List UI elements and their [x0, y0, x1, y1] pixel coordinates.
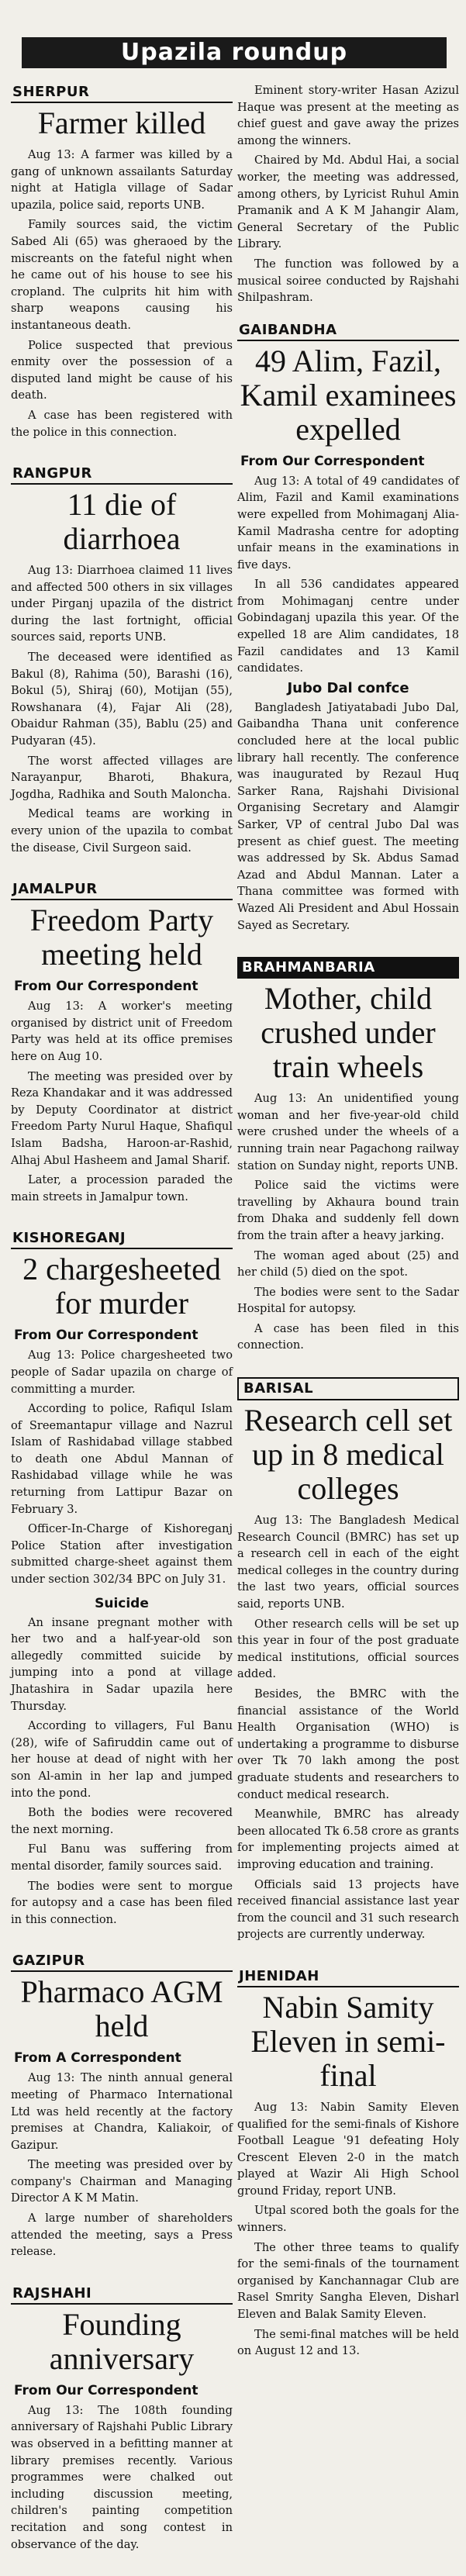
story-paragraph: Officer-In-Charge of Kishoreganj Police Station after investigation submitted charge-sheet against them under section 302/34 BPC on July 31.	[11, 1522, 233, 1587]
story-rajshahi	[11, 2284, 233, 2553]
story-paragraph: Family sources said, the victim Sabed Ali (65) was gheraoed by the miscreants on the fateful night when he came out of his house to see his cropland. The culprits hit him with sharp weapons causing his instantaneous death.	[11, 218, 233, 332]
story-paragraph: The function was followed by a musical soiree conducted by Rajshahi Shilpashram.	[237, 257, 459, 305]
story-paragraph: The meeting was presided over by Reza Khandakar and it was addressed by Deputy Coordinator at district Freedom Party Nurul Haque, Shafiqul Islam Badsha, Haroon-ar-Rashid, Alhaj Abul Hasheem and Jamal Sharif.	[11, 1069, 233, 1167]
page-title: Upazila roundup	[22, 37, 447, 68]
story-paragraph: Aug 13: The Bangladesh Medical Research Council (BMRC) has set up a research cell in each of the eight medical colleges in the country during the last two years, official sources said, reports UNB.	[237, 1514, 459, 1611]
byline: From Our Correspondent	[14, 1328, 198, 1344]
story-headline: Research cell set up in 8 medical colleges	[243, 1403, 453, 1507]
story-paragraph: Aug 13: Police chargesheeted two people of Sadar upazila on charge of committing a murder.	[11, 1348, 233, 1396]
story-headline: 2 chargesheeted for murder	[22, 1252, 221, 1321]
dateline-tag: JHENIDAH	[237, 1967, 459, 1987]
sub-headline: Suicide	[95, 1595, 149, 1611]
dateline-tag: BRAHMANBARIA	[237, 957, 459, 979]
story-paragraph: According to villagers, Ful Banu (28), wife of Safiruddin came out of her house at dead of night with her son Al-amin in her lap and jumped into the pond.	[11, 1719, 233, 1800]
story-paragraph: Utpal scored both the goals for the winners.	[237, 2204, 459, 2235]
story-paragraph: The meeting was presided over by company's Chairman and Managing Director A K M Matin.	[11, 2158, 233, 2205]
story-paragraph: Aug 13: The ninth annual general meeting of Pharmaco International Ltd was held recently at the factory premises at Chandra, Kaliakoir, of Gazipur.	[11, 2071, 233, 2152]
story-gazipur	[11, 1951, 233, 2260]
story-paragraph: Both the bodies were recovered the next morning.	[11, 1806, 233, 1836]
dateline-tag: KISHOREGANJ	[11, 1228, 233, 1249]
story-headline: 11 die of diarrhoea	[63, 487, 181, 557]
byline: From A Correspondent	[14, 2050, 181, 2067]
story-paragraph: The semi-final matches will be held on August 12 and 13.	[237, 2327, 459, 2358]
story-paragraph: Chaired by Md. Abdul Hai, a social worker, the meeting was addressed, among others, by Lyricist Ruhul Amin Pramanik and A K M Jahangir Alam, General Secretary of the Public Library.	[237, 154, 459, 251]
story-paragraph: Aug 13: A worker's meeting organised by district unit of Freedom Party was held at its office premises here on Aug 10.	[11, 1000, 233, 1063]
story-paragraph: Later, a procession paraded the main streets in Jamalpur town.	[11, 1173, 233, 1203]
story-paragraph: A large number of shareholders attended the meeting, says a Press release.	[11, 2212, 233, 2259]
story-sherpur	[11, 82, 233, 440]
story-paragraph: Officials said 13 projects have received financial assistance last year from the council and 31 such research projects are currently underway.	[237, 1877, 459, 1942]
story-paragraph: The bodies were sent to morgue for autopsy and a case has been filed in this connection.	[11, 1879, 233, 1926]
story-paragraph: Other research cells will be set up this year in four of the post graduate medical institutions, official sources added.	[237, 1617, 459, 1681]
sub-headline: Jubo Dal confce	[287, 679, 409, 696]
story-paragraph: Medical teams are working in every union of the upazila to combat the disease, Civil Surgeon said.	[11, 807, 233, 855]
story-paragraph: The bodies were sent to the Sadar Hospital for autopsy.	[237, 1285, 459, 1316]
story-headline: Farmer killed	[37, 105, 206, 140]
story-paragraph: The deceased were identified as Bakul (8), Rahima (50), Barashi (16), Bokul (5), Shiraj (60), Motijan (55), Rowshanara (4), Fajar Ali (28), Obaidur Rahman (35), Bablu (25) and Pudyaran (45).	[11, 651, 233, 748]
story-headline: Nabin Samity Eleven in semi-final	[250, 1989, 446, 2093]
story-paragraph: Bangladesh Jatiyatabadi Jubo Dal, Gaibandha Thana unit conference concluded here at the local public library hall recently. The conference was inaugurated by Rezaul Huq Sarker Rana, Rajshahi Divisional Organising Secretary and Alamgir Sarker, VP of central Jubo Dal was present as chief guest. The meeting was addressed by Sk. Abdus Samad Azad and Abdul Mannan. Later a Thana committee was formed with Wazed Ali President and Abul Hossain Sayed as Secretary.	[237, 700, 459, 932]
story-rajshahi-continued	[237, 82, 459, 306]
dateline-tag: JAMALPUR	[11, 879, 233, 900]
dateline-tag: GAZIPUR	[11, 1951, 233, 1972]
byline: From Our Correspondent	[240, 453, 425, 469]
story-paragraph: Aug 13: A farmer was killed by a gang of unknown assailants Saturday night at Hatigla village of Sadar upazila, police said, reports UNB.	[11, 148, 233, 212]
byline: From Our Correspondent	[14, 2382, 198, 2398]
dateline-tag: SHERPUR	[11, 82, 233, 103]
story-jhenidah	[237, 1967, 459, 2360]
right-column	[237, 82, 459, 2383]
dateline-tag: RAJSHAHI	[11, 2284, 233, 2305]
story-paragraph: Aug 13: The 108th founding anniversary of Rajshahi Public Library was observed in a befitting manner at library premises recently. Various programmes were chalked out including discussion meeting, children's painting competition recitation and song contest in observance of the day.	[11, 2403, 233, 2551]
story-rangpur	[11, 464, 233, 856]
story-paragraph: Aug 13: An unidentified young woman and her five-year-old child were crushed under the wheels of a running train near Pagachong railway station on Sunday night, reports UNB.	[237, 1092, 459, 1172]
story-paragraph: According to police, Rafiqul Islam of Sreemantapur village and Nazrul Islam of Rashidabad village stabbed to death one Abdul Mannan of Rashidabad village while he was returning from Lattipur Bazar on February 3.	[11, 1402, 233, 1516]
story-headline: Freedom Party meeting held	[29, 903, 214, 972]
story-barisal	[237, 1377, 459, 1943]
story-headline: Mother, child crushed under train wheels	[261, 981, 436, 1085]
story-paragraph: In all 536 candidates appeared from Mohimaganj centre under Gobindaganj upazila this year. Of the expelled 18 are Alim candidates, 18 Fazil candidates and 13 Kamil candidates.	[237, 578, 459, 675]
story-paragraph: Aug 13: Nabin Samity Eleven qualified for the semi-finals of Kishore Football League '91 defeating Holy Crescent Eleven 2-0 in the match played at Wazir Ali High School ground Friday, report UNB.	[237, 2100, 459, 2198]
story-paragraph: Eminent story-writer Hasan Azizul Haque was present at the meeting as chief guest and gave away the prizes among the winners.	[237, 84, 459, 147]
story-headline: 49 Alim, Fazil, Kamil examinees expelled	[240, 343, 457, 447]
story-paragraph: Besides, the BMRC with the financial assistance of the World Health Organisation (WHO) is undertaking a programme to disburse over Tk 70 lakh among the post graduate students and researchers to conduct medical research.	[237, 1687, 459, 1801]
dateline-tag: BARISAL	[237, 1377, 459, 1400]
story-gaibandha	[237, 320, 459, 934]
story-paragraph: Police said the victims were travelling by Akhaura bound train from Dhaka and suddenly fell down from the train after a heavy jarking.	[237, 1179, 459, 1242]
story-paragraph: Ful Banu was suffering from mental disorder, family sources said.	[11, 1842, 233, 1873]
left-column	[11, 82, 233, 2576]
byline: From Our Correspondent	[14, 979, 198, 995]
story-brahmanbaria	[237, 957, 459, 1354]
story-paragraph: A case has been registered with the police in this connection.	[11, 408, 233, 439]
dateline-tag: GAIBANDHA	[237, 320, 459, 341]
story-paragraph: A case has been filed in this connection.	[237, 1321, 459, 1352]
story-paragraph: The woman aged about (25) and her child (5) died on the spot.	[237, 1248, 459, 1279]
story-paragraph: Aug 13: Diarrhoea claimed 11 lives and affected 500 others in six villages under Pirganj upazila of the district during the last fortnight, official sources said, reports UNB.	[11, 564, 233, 644]
story-kishoreganj	[11, 1228, 233, 1928]
story-paragraph: The other three teams to qualify for the semi-finals of the tournament organised by Kanchannagar Club are Rasel Smrity Sangha Eleven, Disharl Eleven and Balak Samity Eleven.	[237, 2240, 459, 2322]
story-paragraph: The worst affected villages are Narayanpur, Bharoti, Bhakura, Jogdha, Radhika and South Maloncha.	[11, 754, 233, 801]
story-paragraph: Meanwhile, BMRC has already been allocated Tk 6.58 crore as grants for implementing projects aimed at improving education and training.	[237, 1808, 459, 1871]
story-headline: Founding anniversary	[49, 2306, 195, 2376]
story-jamalpur	[11, 879, 233, 1205]
story-paragraph: Aug 13: A total of 49 candidates of Alim, Fazil and Kamil examinations were expelled from Mohimaganj Alia-Kamil Madrasha centre for adopting unfair means in the examinations in five days.	[237, 474, 459, 571]
story-headline: Pharmaco AGM held	[20, 1974, 223, 2044]
story-paragraph: An insane pregnant mother with her two and a half-year-old son allegedly committed suicide by jumping into a pond at village Jhatashira in Sadar upazila here Thursday.	[11, 1615, 233, 1713]
dateline-tag: RANGPUR	[11, 464, 233, 485]
story-paragraph: Police suspected that previous enmity over the possession of a disputed land might be cause of his death.	[11, 338, 233, 402]
